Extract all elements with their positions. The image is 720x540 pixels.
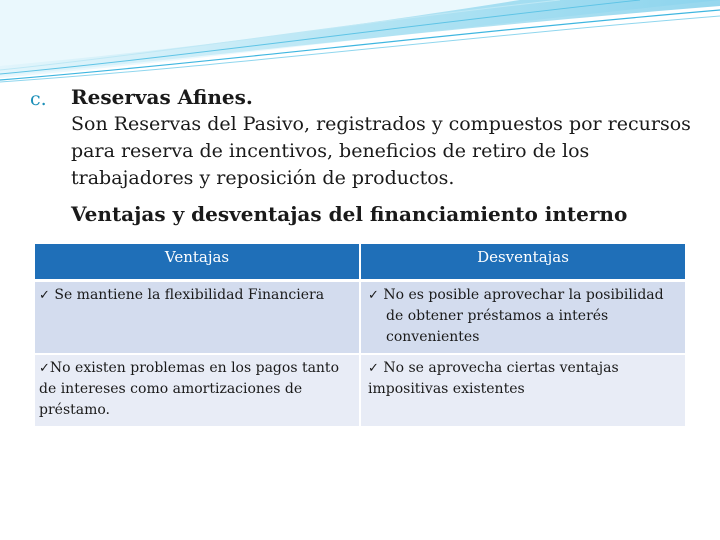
check-icon: ✓ bbox=[368, 288, 379, 303]
desventaja-text: No es posible aprovechar la posibilidad de obtener préstamos a interés convenientes bbox=[383, 287, 664, 345]
ventaja-text: No existen problemas en los pagos tanto de intereses como amortizaciones de préstamo. bbox=[39, 360, 339, 418]
table-row bbox=[35, 354, 685, 427]
section-description: Son Reservas del Pasivo, registrados y compuestos por recursos para reserva de incentivos, beneficios de retiro de los trabajadores y reposición de productos. bbox=[71, 113, 691, 189]
table-row bbox=[35, 281, 685, 355]
section-marker: c. bbox=[30, 88, 47, 110]
check-icon: ✓ bbox=[368, 361, 379, 376]
section-body bbox=[71, 84, 701, 228]
cell-desventaja bbox=[360, 281, 685, 355]
section-title: Reservas Afines. bbox=[71, 85, 253, 109]
header-desventajas: Desventajas bbox=[360, 244, 685, 281]
table-header-row bbox=[35, 244, 685, 281]
cell-ventaja bbox=[35, 354, 360, 427]
header-ventajas: Ventajas bbox=[35, 244, 360, 281]
header-wave-decoration bbox=[0, 0, 720, 90]
desventaja-text: No se aprovecha ciertas ventajas impositivas existentes bbox=[368, 360, 619, 397]
cell-ventaja bbox=[35, 281, 360, 355]
section-subtitle: Ventajas y desventajas del financiamiento interno bbox=[71, 202, 628, 226]
check-icon: ✓ bbox=[39, 288, 50, 303]
check-icon: ✓ bbox=[39, 361, 50, 376]
cell-desventaja bbox=[360, 354, 685, 427]
ventaja-text: Se mantiene la flexibilidad Financiera bbox=[54, 287, 325, 303]
ventajas-desventajas-table bbox=[35, 244, 685, 428]
